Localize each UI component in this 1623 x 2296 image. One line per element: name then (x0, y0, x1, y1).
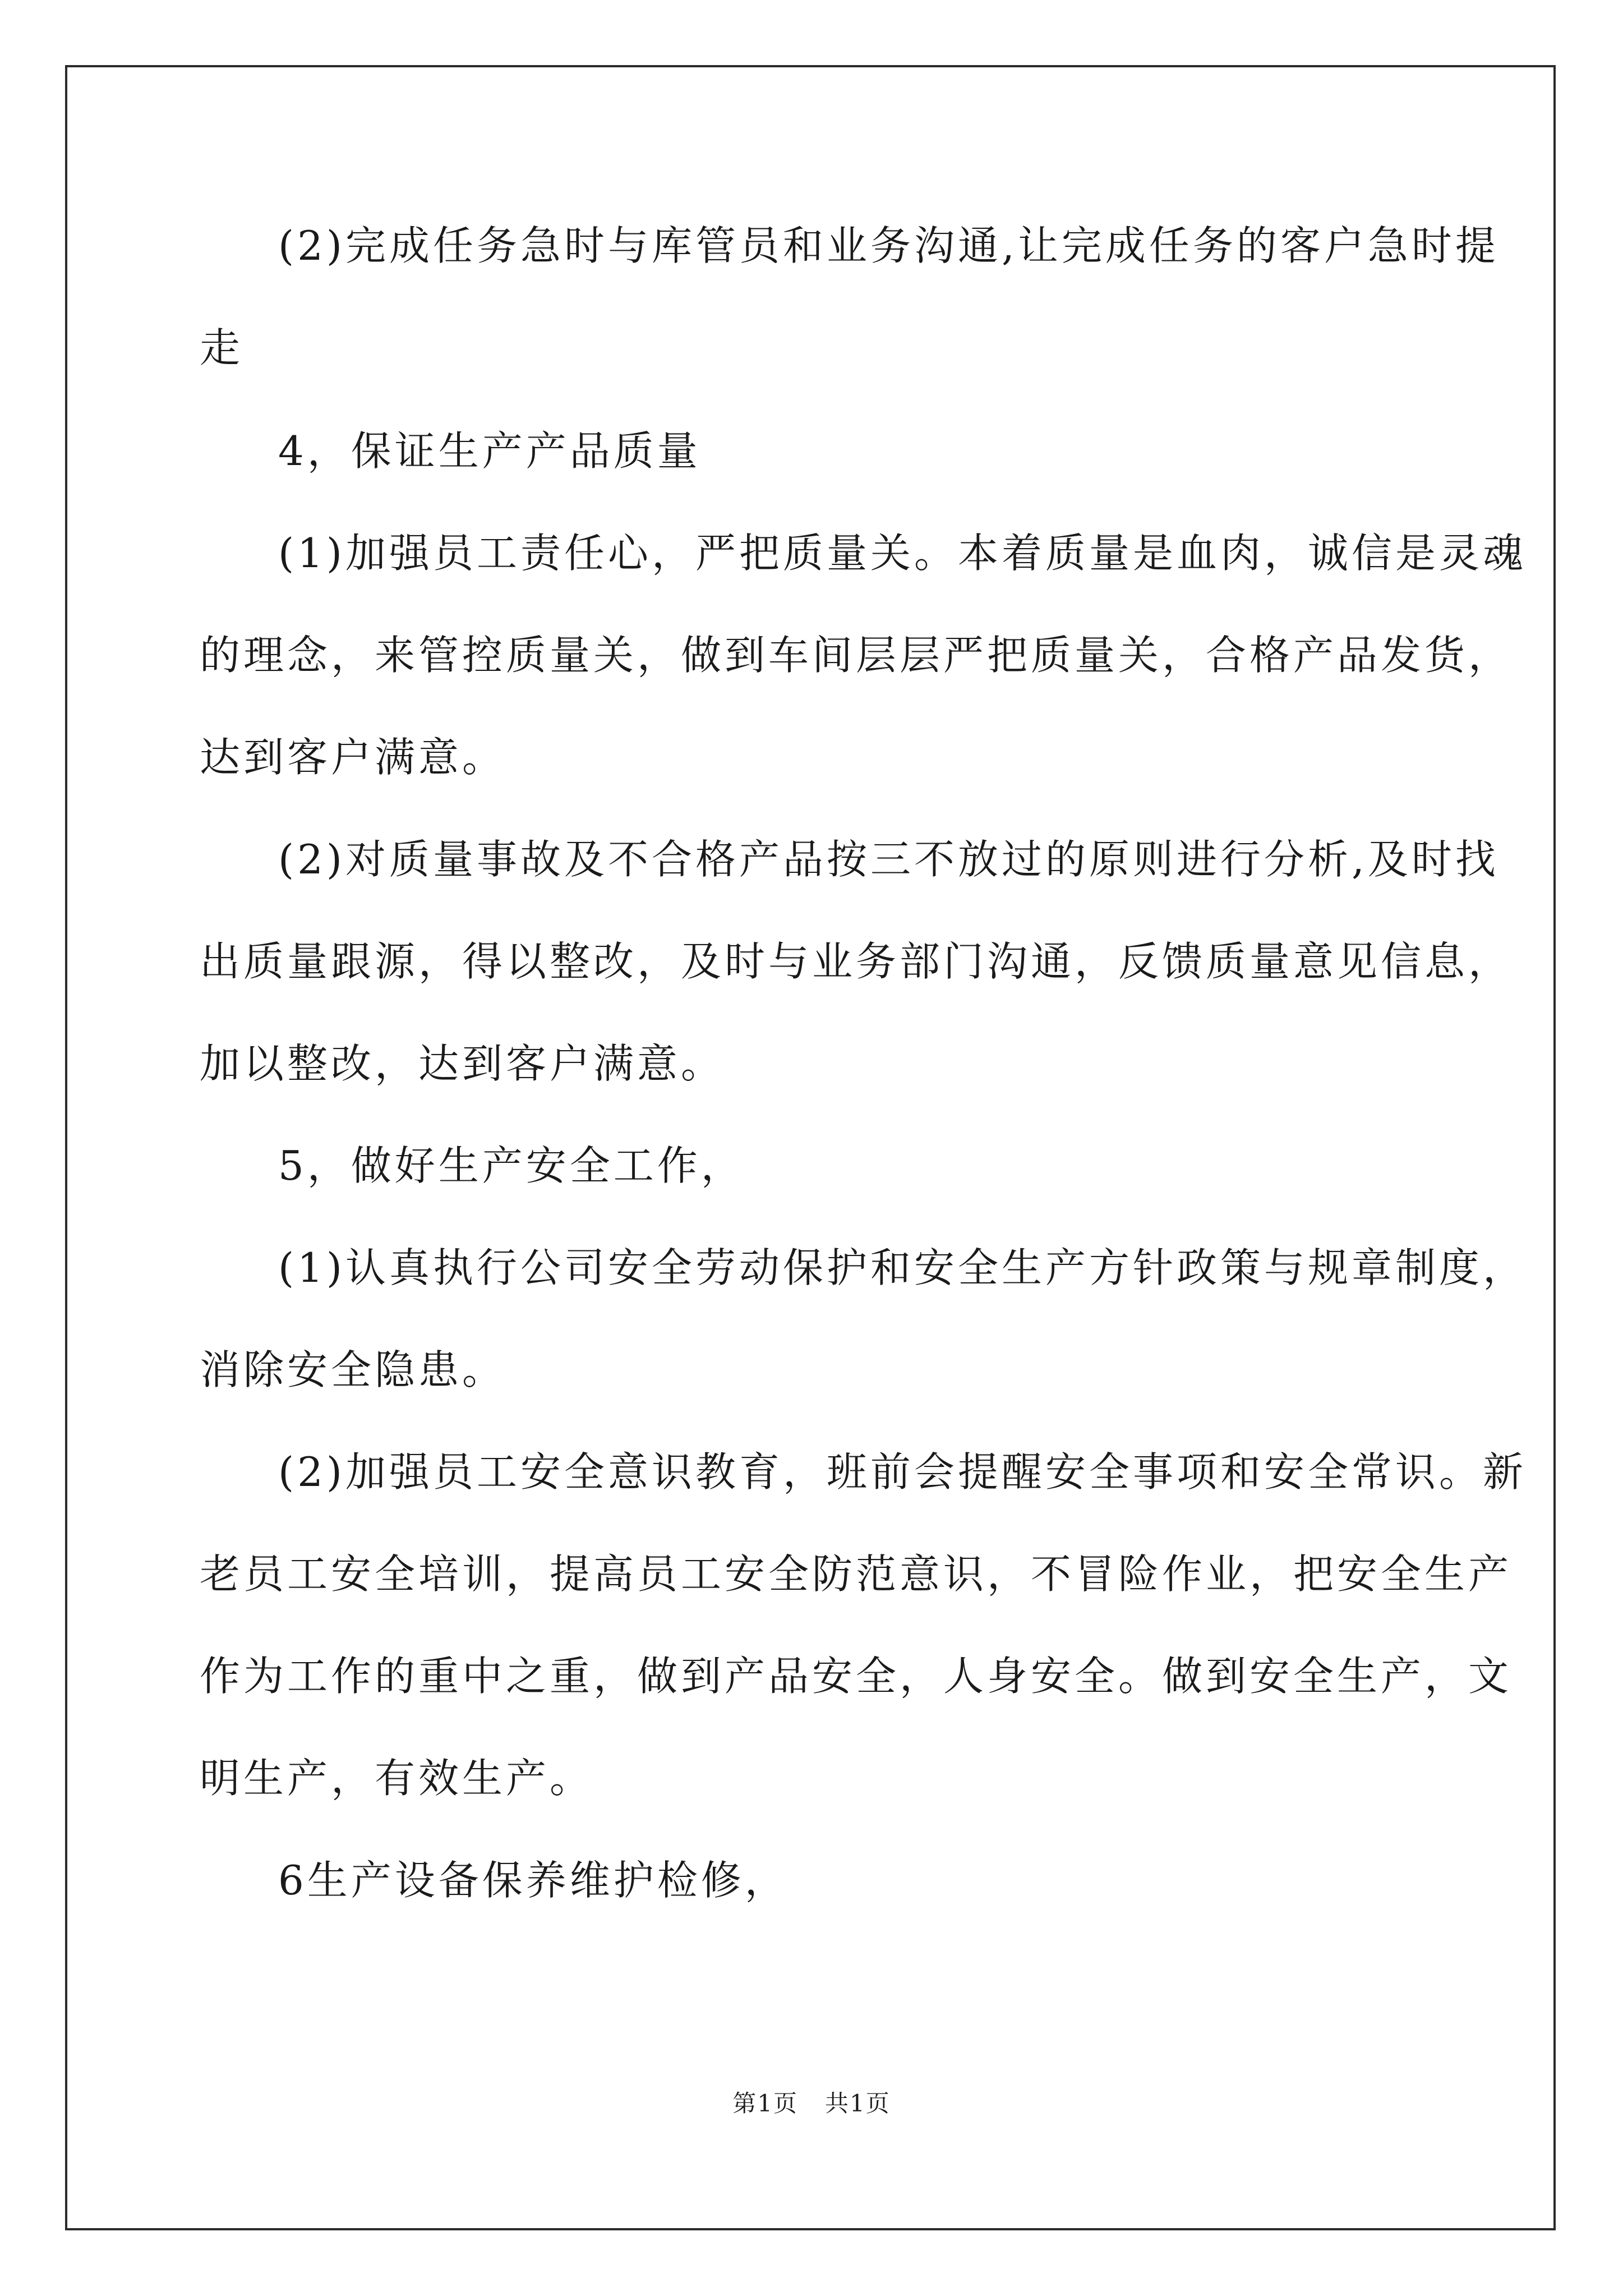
section-heading: 5，做好生产安全工作， (278, 1142, 745, 1189)
paragraph-line: 作为工作的重中之重，做到产品安全，人身安全。做到安全生产，文 (200, 1653, 1513, 1700)
paragraph-line: 出质量跟源，得以整改，及时与业务部门沟通，反馈质量意见信息， (200, 938, 1513, 985)
page-number: 第1页 (732, 2090, 798, 2117)
paragraph-line: 达到客户满意。 (200, 734, 506, 781)
paragraph-line: 的理念，来管控质量关，做到车间层层严把质量关，合格产品发货， (200, 632, 1513, 679)
paragraph-line: 消除安全隐患。 (200, 1346, 506, 1393)
page-footer (0, 2087, 1623, 2120)
paragraph-line: (1)加强员工责任心，严把质量关。本着质量是血肉，诚信是灵魂 (278, 530, 1527, 577)
paragraph-line: 走 (200, 324, 244, 371)
section-heading: 4，保证生产产品质量 (278, 427, 701, 475)
paragraph-line: 加以整改，达到客户满意。 (200, 1040, 725, 1087)
paragraph-line: 明生产，有效生产。 (200, 1755, 594, 1802)
paragraph-line: (2)对质量事故及不合格产品按三不放过的原则进行分析,及时找 (278, 836, 1499, 883)
section-heading: 6生产设备保养维护检修， (278, 1857, 789, 1904)
paragraph-line: (2)加强员工安全意识教育，班前会提醒安全事项和安全常识。新 (278, 1448, 1527, 1496)
page-total: 共1页 (825, 2090, 891, 2117)
paragraph-line: 老员工安全培训，提高员工安全防范意识，不冒险作业，把安全生产 (200, 1550, 1513, 1598)
paragraph-line: (2)完成任务急时与库管员和业务沟通,让完成任务的客户急时提 (278, 222, 1499, 269)
paragraph-line: (1)认真执行公司安全劳动保护和安全生产方针政策与规章制度， (278, 1244, 1527, 1291)
